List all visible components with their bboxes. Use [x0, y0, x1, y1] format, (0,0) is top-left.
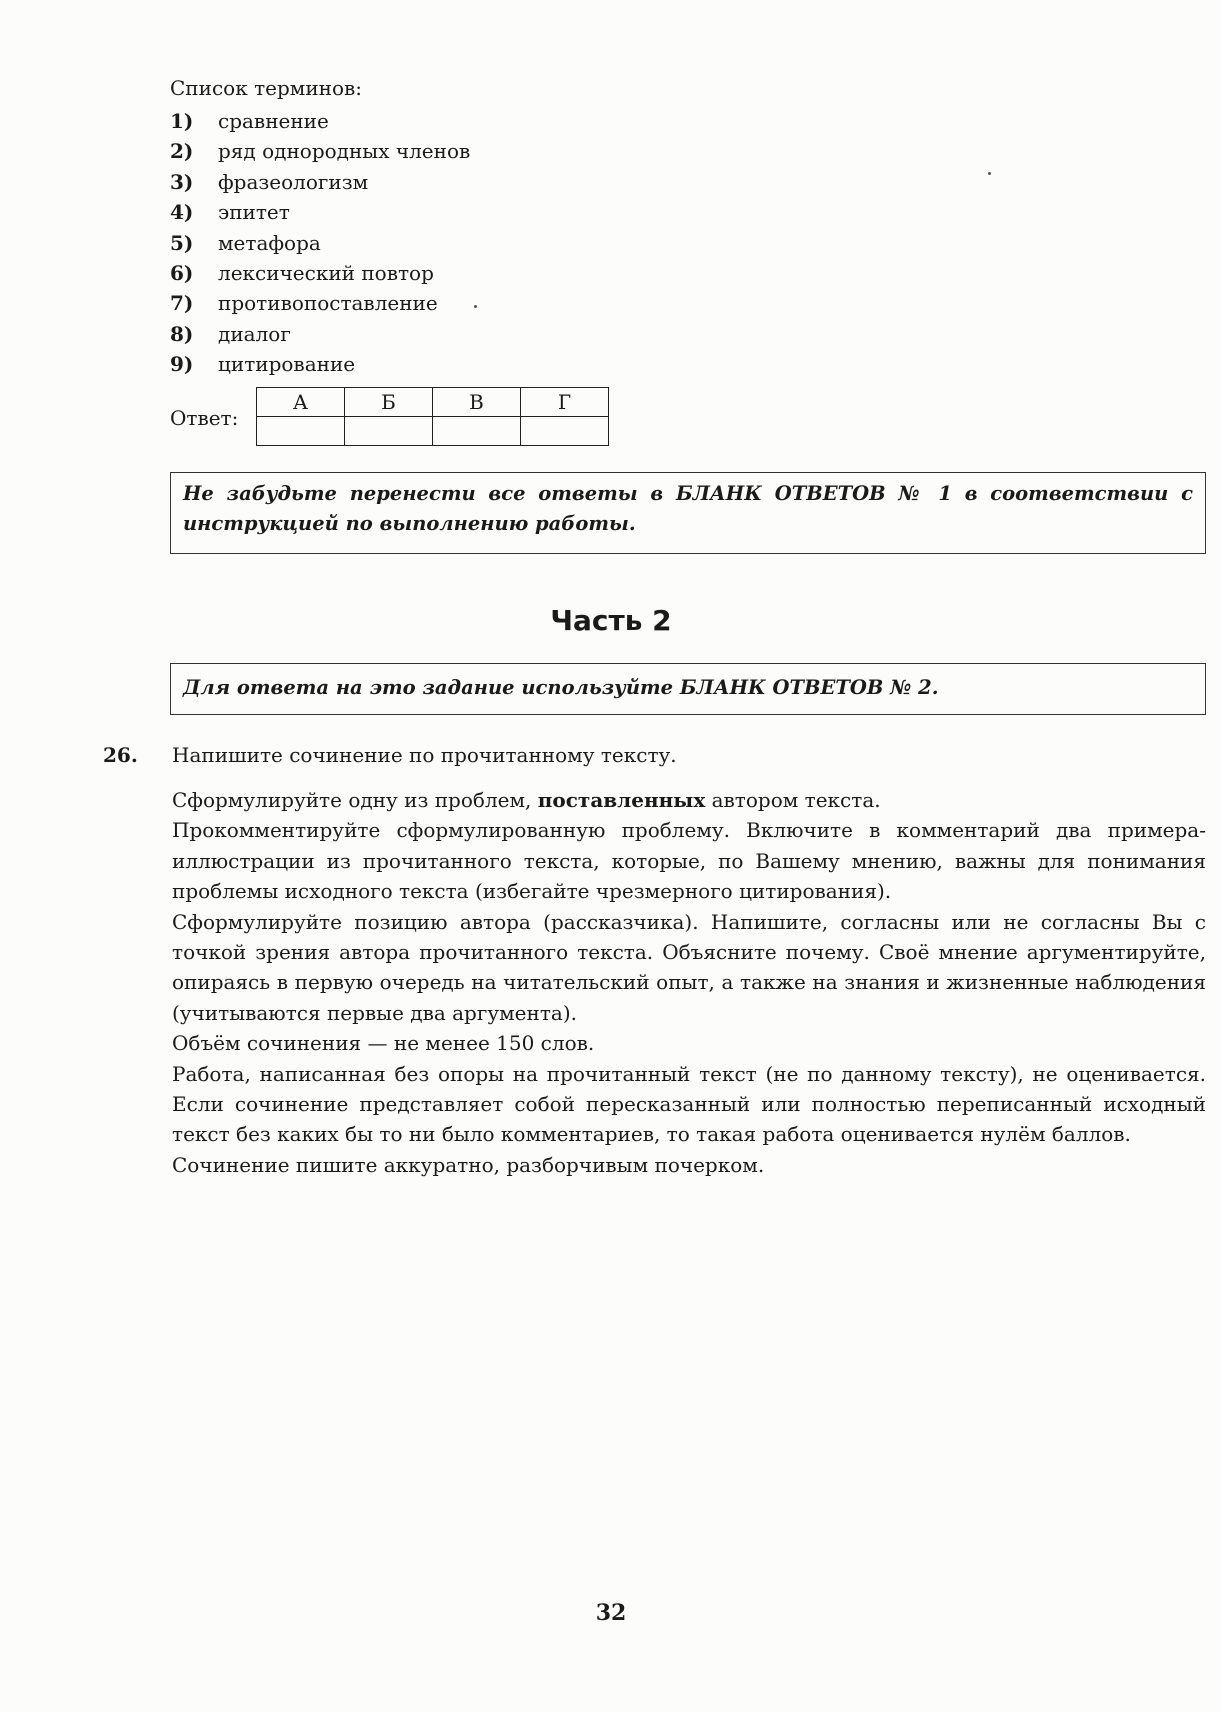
term-number: 5)	[170, 230, 194, 255]
term-item	[170, 319, 470, 349]
answer-grid-cells	[257, 417, 609, 446]
part-title: Часть 2	[550, 604, 672, 637]
terms-list	[170, 106, 470, 380]
answer-form-notice: Для ответа на это задание используйте БЛАНК ОТВЕТОВ № 2.	[170, 663, 1206, 715]
term-label: диалог	[218, 321, 291, 346]
task-paragraph: Работа, написанная без опоры на прочитанный текст (не по данному тексту), не оценивается. Если сочинение представляет собой пересказанный или полностью переписанный исходный текст без каких бы то ни было комментариев, то такая работа оценивается нулём баллов.	[172, 1061, 1206, 1147]
term-label: ряд однородных членов	[218, 139, 471, 164]
answer-column-v: В	[433, 388, 521, 417]
term-label: лексический повтор	[218, 260, 434, 285]
task-paragraph: Объём сочинения — не менее 150 слов.	[172, 1031, 595, 1056]
term-item	[170, 228, 470, 258]
answer-cell-g[interactable]	[521, 417, 609, 446]
task-paragraph: Прокомментируйте сформулированную проблему. Включите в комментарий два примера-иллюстрации из прочитанного текста, которые, по Вашему мнению, важны для понимания проблемы исходного текста (избегайте чрезмерного цитирования).	[172, 818, 1206, 904]
answer-grid	[256, 387, 609, 446]
term-number: 7)	[170, 291, 194, 316]
term-label: метафора	[218, 230, 321, 255]
task-instructions	[172, 785, 1206, 1180]
answer-grid-header	[257, 388, 609, 417]
task-paragraph: Сформулируйте позицию автора (рассказчика). Напишите, согласны или не согласны Вы с точкой зрения автора прочитанного текста. Объясните почему. Своё мнение аргументируйте, опираясь в первую очередь на читательский опыт, а также на знания и жизненные наблюдения (учитываются первые два аргумента).	[172, 909, 1206, 1025]
task-paragraph: Сочинение пишите аккуратно, разборчивым почерком.	[172, 1152, 765, 1177]
term-number: 6)	[170, 260, 194, 285]
term-item	[170, 349, 470, 379]
term-number: 3)	[170, 169, 194, 194]
term-number: 4)	[170, 200, 194, 225]
answer-column-g: Г	[521, 388, 609, 417]
terms-list-title: Список терминов:	[170, 76, 363, 100]
term-label: эпитет	[218, 200, 290, 225]
answer-cell-v[interactable]	[433, 417, 521, 446]
term-item	[170, 136, 470, 166]
answer-column-a: А	[257, 388, 345, 417]
task-intro: Напишите сочинение по прочитанному тексту.	[172, 743, 677, 767]
term-label: фразеологизм	[218, 169, 369, 194]
term-number: 9)	[170, 352, 194, 377]
term-number: 8)	[170, 321, 194, 346]
term-item	[170, 106, 470, 136]
task-paragraph	[172, 785, 1206, 815]
transfer-answers-notice: Не забудьте перенести все ответы в БЛАНК ОТВЕТОВ № 1 в соответствии с инструкцией по выполнению работы.	[170, 472, 1206, 554]
answer-label: Ответ:	[170, 406, 239, 430]
term-item	[170, 258, 470, 288]
task-p1-end: автором текста.	[705, 788, 881, 812]
scan-speck	[988, 172, 991, 175]
term-item	[170, 167, 470, 197]
task-number: 26.	[103, 743, 138, 767]
term-item	[170, 288, 470, 318]
term-label: цитирование	[218, 352, 356, 377]
task-p1-bold: поставленных	[537, 788, 706, 812]
term-item	[170, 197, 470, 227]
scan-speck	[474, 305, 477, 308]
page-number: 32	[595, 1600, 627, 1626]
term-label: сравнение	[218, 109, 329, 133]
term-number: 2)	[170, 139, 194, 164]
answer-cell-a[interactable]	[257, 417, 345, 446]
answer-cell-b[interactable]	[345, 417, 433, 446]
answer-column-b: Б	[345, 388, 433, 417]
task-p1-start: Сформулируйте одну из проблем,	[172, 788, 538, 812]
term-number: 1)	[170, 109, 194, 133]
term-label: противопоставление	[218, 291, 438, 316]
